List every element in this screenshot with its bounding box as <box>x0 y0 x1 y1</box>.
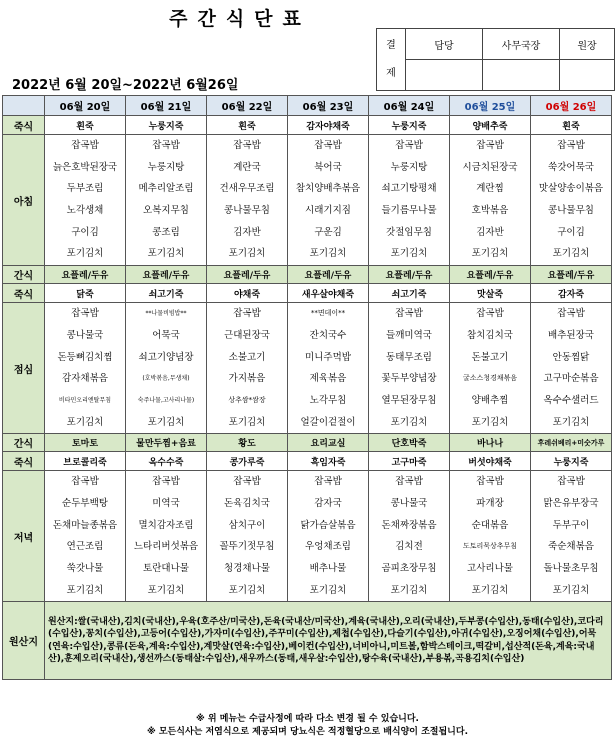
menu-item: 비타민오리엔탈무침 <box>58 396 112 404</box>
menu-item: 누룽지탕 <box>147 161 185 173</box>
approval-signature-staff[interactable] <box>406 60 483 91</box>
menu-item: 꼴뚜기젓무침 <box>219 541 275 553</box>
breakfast-day-cell <box>288 135 369 266</box>
porridge-item: 새우살야채죽 <box>288 284 369 303</box>
day-header: 06월 21일 <box>126 96 207 116</box>
snack-item: 요플레/두유 <box>531 266 612 284</box>
menu-item: 참치양배추볶음 <box>295 183 361 195</box>
category-porridge: 죽식 <box>3 284 45 303</box>
menu-item: 잡곡밥 <box>395 140 423 151</box>
menu-item: 우엉채조림 <box>305 541 351 553</box>
menu-item: 열무된장무침 <box>381 394 437 406</box>
lunch-row <box>3 303 612 434</box>
menu-item: 콩나물무침 <box>548 205 594 217</box>
menu-item: 고사리나물 <box>467 563 513 574</box>
breakfast-day-cell <box>45 135 126 266</box>
menu-item: **나물비빔밥** <box>145 310 187 318</box>
porridge-item: 쇠고기죽 <box>369 284 450 303</box>
menu-item: 곰피초장무침 <box>381 563 437 574</box>
menu-item: 포기김치 <box>147 248 185 260</box>
menu-item: 배추된장국 <box>548 329 594 341</box>
menu-item: 잡곡밥 <box>557 140 585 151</box>
dinner-day-cell <box>288 471 369 602</box>
footer-notes <box>0 713 615 739</box>
approval-header-director: 사무국장 <box>483 29 560 60</box>
menu-item: 꽃두부양념장 <box>381 373 437 385</box>
porridge-item: 버섯야채죽 <box>450 452 531 471</box>
snack-item: 토마토 <box>45 434 126 452</box>
menu-item: 노각무침 <box>309 394 347 406</box>
menu-item: 건새우무조림 <box>219 183 275 195</box>
category-snack: 간식 <box>3 434 45 452</box>
menu-item: 누룽지탕 <box>390 161 428 173</box>
menu-item: 콩나물국 <box>66 329 104 341</box>
menu-item: 잡곡밥 <box>476 476 504 488</box>
menu-item: 숙주나물,고사리나물) <box>137 396 195 404</box>
lunch-day-cell <box>126 303 207 434</box>
breakfast-day-cell <box>126 135 207 266</box>
approval-header-head: 원장 <box>560 29 615 60</box>
menu-item: 쇠고기양념장 <box>138 351 194 363</box>
menu-item: 잡곡밥 <box>557 308 585 320</box>
porridge-item: 누룽지죽 <box>531 452 612 471</box>
menu-item: 동태무조림 <box>386 351 432 363</box>
porridge-breakfast-row <box>3 116 612 135</box>
snack-morning-row <box>3 266 612 284</box>
menu-item: 두부구이 <box>552 519 590 531</box>
day-header: 06월 23일 <box>288 96 369 116</box>
porridge-item: 누룽지죽 <box>126 116 207 135</box>
menu-item: 돈등뼈김치찜 <box>57 351 113 363</box>
menu-item: 미역국 <box>152 497 180 509</box>
snack-afternoon-row <box>3 434 612 452</box>
menu-item: 돌나물초무침 <box>543 563 599 574</box>
lunch-day-cell <box>207 303 288 434</box>
menu-item: (호박볶음,무생채) <box>142 375 190 383</box>
porridge-item: 누룽지죽 <box>369 116 450 135</box>
note-line: ※ 위 메뉴는 수급사정에 따라 다소 변경 될 수 있습니다. <box>196 714 419 724</box>
menu-item: 미니주먹밥 <box>305 351 351 363</box>
menu-item: 갓절임무침 <box>386 226 432 238</box>
approval-signature-head[interactable] <box>560 60 615 91</box>
menu-item: 잡곡밥 <box>557 476 585 488</box>
menu-item: 들깨미역국 <box>386 329 432 341</box>
corner-cell <box>3 96 45 116</box>
menu-item: 북어국 <box>314 161 342 173</box>
menu-item: 쑥갓나물 <box>66 563 104 574</box>
day-header-row <box>3 96 612 116</box>
breakfast-row <box>3 135 612 266</box>
menu-item: 잡곡밥 <box>233 476 261 488</box>
menu-item: 구이김 <box>557 226 585 238</box>
porridge-item: 흑임자죽 <box>288 452 369 471</box>
menu-item: 제육볶음 <box>309 373 347 385</box>
menu-item: 포기김치 <box>147 416 185 428</box>
porridge-dinner-row <box>3 452 612 471</box>
menu-item: 돈채짜장볶음 <box>381 519 437 531</box>
menu-item: 잡곡밥 <box>233 140 261 151</box>
breakfast-day-cell <box>207 135 288 266</box>
menu-item: 감자국 <box>314 497 342 509</box>
category-origin: 원산지 <box>3 602 45 680</box>
porridge-lunch-row <box>3 284 612 303</box>
lunch-day-cell <box>450 303 531 434</box>
menu-item: 잡곡밥 <box>476 308 504 320</box>
porridge-item: 닭죽 <box>45 284 126 303</box>
menu-item: 포기김치 <box>552 416 590 428</box>
menu-item: 청경채나물 <box>224 563 270 574</box>
menu-item: 소불고기 <box>228 351 266 363</box>
category-breakfast: 아침 <box>3 135 45 266</box>
breakfast-day-cell <box>531 135 612 266</box>
snack-item: 요리교실 <box>288 434 369 452</box>
porridge-item: 브로콜리죽 <box>45 452 126 471</box>
menu-item: 도토리묵상추무침 <box>462 542 518 551</box>
menu-item: 멸치감자조림 <box>138 519 194 531</box>
snack-item: 요플레/두유 <box>450 266 531 284</box>
dinner-day-cell <box>450 471 531 602</box>
day-header: 06월 26일 <box>531 96 612 116</box>
menu-item: 배추나물 <box>309 563 347 574</box>
menu-item: 상추쌈*쌈장 <box>228 395 266 404</box>
menu-item: 포기김치 <box>471 584 509 596</box>
day-header: 06월 24일 <box>369 96 450 116</box>
date-range: 2022년 6월 20일~2022년 6월26일 <box>12 78 239 93</box>
menu-item: 잡곡밥 <box>233 308 261 320</box>
approval-header-staff: 담당 <box>406 29 483 60</box>
menu-item: 안동찜닭 <box>552 351 590 363</box>
lunch-day-cell <box>45 303 126 434</box>
breakfast-day-cell <box>450 135 531 266</box>
menu-item: 삼치구이 <box>228 519 266 531</box>
menu-item: 맑은유부장국 <box>543 497 599 509</box>
porridge-item: 옥수수죽 <box>126 452 207 471</box>
page-title: 주간식단표 <box>169 8 311 30</box>
menu-item: 참치김치국 <box>467 329 513 341</box>
approval-side-label: 결 제 <box>377 29 406 91</box>
menu-item: 순두부백탕 <box>62 497 108 509</box>
menu-item: 포기김치 <box>228 248 266 260</box>
menu-item: 콩나물무침 <box>224 205 270 217</box>
menu-item: 잡곡밥 <box>395 308 423 320</box>
snack-item: 요플레/두유 <box>126 266 207 284</box>
category-porridge: 죽식 <box>3 452 45 471</box>
menu-item: 돈불고기 <box>471 351 509 363</box>
menu-item: 잡곡밥 <box>314 140 342 151</box>
snack-item: 후레쉬베리+미숫가루 <box>531 434 612 452</box>
day-header: 06월 22일 <box>207 96 288 116</box>
dinner-day-cell <box>45 471 126 602</box>
porridge-item: 흰죽 <box>207 116 288 135</box>
menu-item: 굴소스청경채볶음 <box>462 374 518 383</box>
porridge-item: 쇠고기죽 <box>126 284 207 303</box>
menu-table <box>2 95 612 680</box>
menu-item: 토란대나물 <box>143 563 189 574</box>
snack-item: 요플레/두유 <box>207 266 288 284</box>
menu-item: 느타리버섯볶음 <box>133 541 199 553</box>
dinner-day-cell <box>126 471 207 602</box>
menu-item: 잡곡밥 <box>152 476 180 488</box>
menu-item: 잡곡밥 <box>314 476 342 488</box>
menu-item: 맛살양송이볶음 <box>538 183 604 195</box>
porridge-item: 야채죽 <box>207 284 288 303</box>
menu-item: 구이김 <box>71 226 99 238</box>
menu-item: 계란찜 <box>476 183 504 195</box>
menu-item: **면데이** <box>310 309 346 318</box>
snack-item: 단호박죽 <box>369 434 450 452</box>
menu-item: 포기김치 <box>228 416 266 428</box>
lunch-day-cell <box>531 303 612 434</box>
menu-item: 잡곡밥 <box>152 140 180 151</box>
menu-item: 잡곡밥 <box>476 140 504 151</box>
menu-item: 김자반 <box>233 226 261 238</box>
porridge-item: 감자죽 <box>531 284 612 303</box>
origin-row <box>3 602 612 680</box>
menu-item: 김치전 <box>395 541 423 553</box>
menu-item: 포기김치 <box>228 584 266 596</box>
menu-item: 잡곡밥 <box>71 476 99 488</box>
lunch-day-cell <box>369 303 450 434</box>
menu-item: 포기김치 <box>309 248 347 260</box>
porridge-item: 콩가루죽 <box>207 452 288 471</box>
lunch-day-cell <box>288 303 369 434</box>
menu-item: 가지볶음 <box>228 373 266 385</box>
menu-item: 포기김치 <box>147 584 185 596</box>
menu-item: 잔치국수 <box>309 329 347 341</box>
menu-item: 어묵국 <box>152 329 180 341</box>
menu-item: 노각생채 <box>66 205 104 217</box>
menu-item: 포기김치 <box>552 248 590 260</box>
dinner-day-cell <box>369 471 450 602</box>
menu-item: 포기김치 <box>471 416 509 428</box>
menu-item: 잡곡밥 <box>71 140 99 151</box>
menu-item: 포기김치 <box>66 248 104 260</box>
breakfast-day-cell <box>369 135 450 266</box>
snack-item: 바나나 <box>450 434 531 452</box>
menu-item: 시금치된장국 <box>462 161 518 173</box>
menu-item: 계란국 <box>233 161 261 173</box>
menu-item: 포기김치 <box>471 248 509 260</box>
porridge-item: 흰죽 <box>531 116 612 135</box>
menu-item: 순대볶음 <box>471 519 509 531</box>
category-porridge: 죽식 <box>3 116 45 135</box>
dinner-day-cell <box>207 471 288 602</box>
menu-item: 콩나물국 <box>390 497 428 509</box>
menu-item: 콩조림 <box>152 226 180 238</box>
porridge-item: 감자야채죽 <box>288 116 369 135</box>
porridge-item: 양배추죽 <box>450 116 531 135</box>
menu-item: 김자반 <box>476 226 504 238</box>
menu-item: 포기김치 <box>552 584 590 596</box>
menu-item: 감자채볶음 <box>62 373 108 385</box>
note-line: ※ 모든식사는 저염식으로 제공되며 당뇨식은 적정혈당으로 배식양이 조절됩니다. <box>146 727 468 737</box>
menu-item: 연근조림 <box>66 541 104 553</box>
approval-box <box>376 28 615 91</box>
menu-item: 호박볶음 <box>471 205 509 217</box>
menu-item: 고구마순볶음 <box>543 373 599 385</box>
porridge-item: 고구마죽 <box>369 452 450 471</box>
menu-item: 양배추찜 <box>471 394 509 406</box>
snack-item: 황도 <box>207 434 288 452</box>
snack-item: 요플레/두유 <box>369 266 450 284</box>
menu-item: 들기름무나물 <box>381 205 437 217</box>
menu-item: 메추리알조림 <box>138 183 194 195</box>
menu-item: 두부조림 <box>66 183 104 195</box>
dinner-row <box>3 471 612 602</box>
menu-item: 잡곡밥 <box>71 308 99 320</box>
menu-item: 잡곡밥 <box>395 476 423 488</box>
origin-text: 원산지:쌀(국내산),김치(국내산),우육(호주산/미국산),돈육(국내산/미국산),계육(국내산),오리(국내산),두부콩(수입산),동태(수입산),코다리(수입산),꽁치(수입산),고등어(수입산),가자미(수입산),주꾸미(수입산),제첩(수입산),다슬기(수입산),아귀(수입산),오징어채(수입산),어묵(연육:수입산),콩류(돈육,계육:수입산),계맛살(연육:수입산),베이컨(수입산),너비아니,미트볼,함박스테이크,떡갈비,섭산적(돈육,계육:국내산),훈제오리(국내산),생선까스(동태살:수입산),새우까스(동태,새우살:수입산),탕수육(국내산),부용볶,곡용김치(수입산) <box>45 602 612 680</box>
menu-item: 옥수수샐러드 <box>543 394 599 406</box>
menu-item: 포기김치 <box>390 416 428 428</box>
menu-item: 파개장 <box>476 497 504 509</box>
menu-item: 포기김치 <box>309 584 347 596</box>
category-lunch: 점심 <box>3 303 45 434</box>
menu-item: 쑥갓어묵국 <box>548 161 594 173</box>
menu-item: 늙은호박된장국 <box>52 161 118 173</box>
menu-item: 포기김치 <box>66 584 104 596</box>
menu-item: 구운김 <box>314 226 342 238</box>
category-snack: 간식 <box>3 266 45 284</box>
porridge-item: 맛살죽 <box>450 284 531 303</box>
category-dinner: 저녁 <box>3 471 45 602</box>
snack-item: 물만두찜+음료 <box>126 434 207 452</box>
menu-item: 돈채마늘종볶음 <box>52 519 118 531</box>
menu-item: 죽순채볶음 <box>548 541 594 553</box>
dinner-day-cell <box>531 471 612 602</box>
menu-item: 근대된장국 <box>224 329 270 341</box>
menu-item: 포기김치 <box>390 248 428 260</box>
day-header: 06월 20일 <box>45 96 126 116</box>
menu-item: 얼갈이겉절이 <box>300 416 356 428</box>
menu-item: 포기김치 <box>66 416 104 428</box>
menu-item: 포기김치 <box>390 584 428 596</box>
porridge-item: 흰죽 <box>45 116 126 135</box>
menu-item: 닭가슴살볶음 <box>300 519 356 531</box>
approval-signature-director[interactable] <box>483 60 560 91</box>
snack-item: 요플레/두유 <box>288 266 369 284</box>
day-header: 06월 25일 <box>450 96 531 116</box>
menu-item: 시래기지짐 <box>305 205 351 217</box>
menu-item: 돈육김치국 <box>224 497 270 509</box>
snack-item: 요플레/두유 <box>45 266 126 284</box>
menu-item: 오복지무침 <box>143 205 189 217</box>
menu-item: 쇠고기탕평채 <box>381 183 437 195</box>
